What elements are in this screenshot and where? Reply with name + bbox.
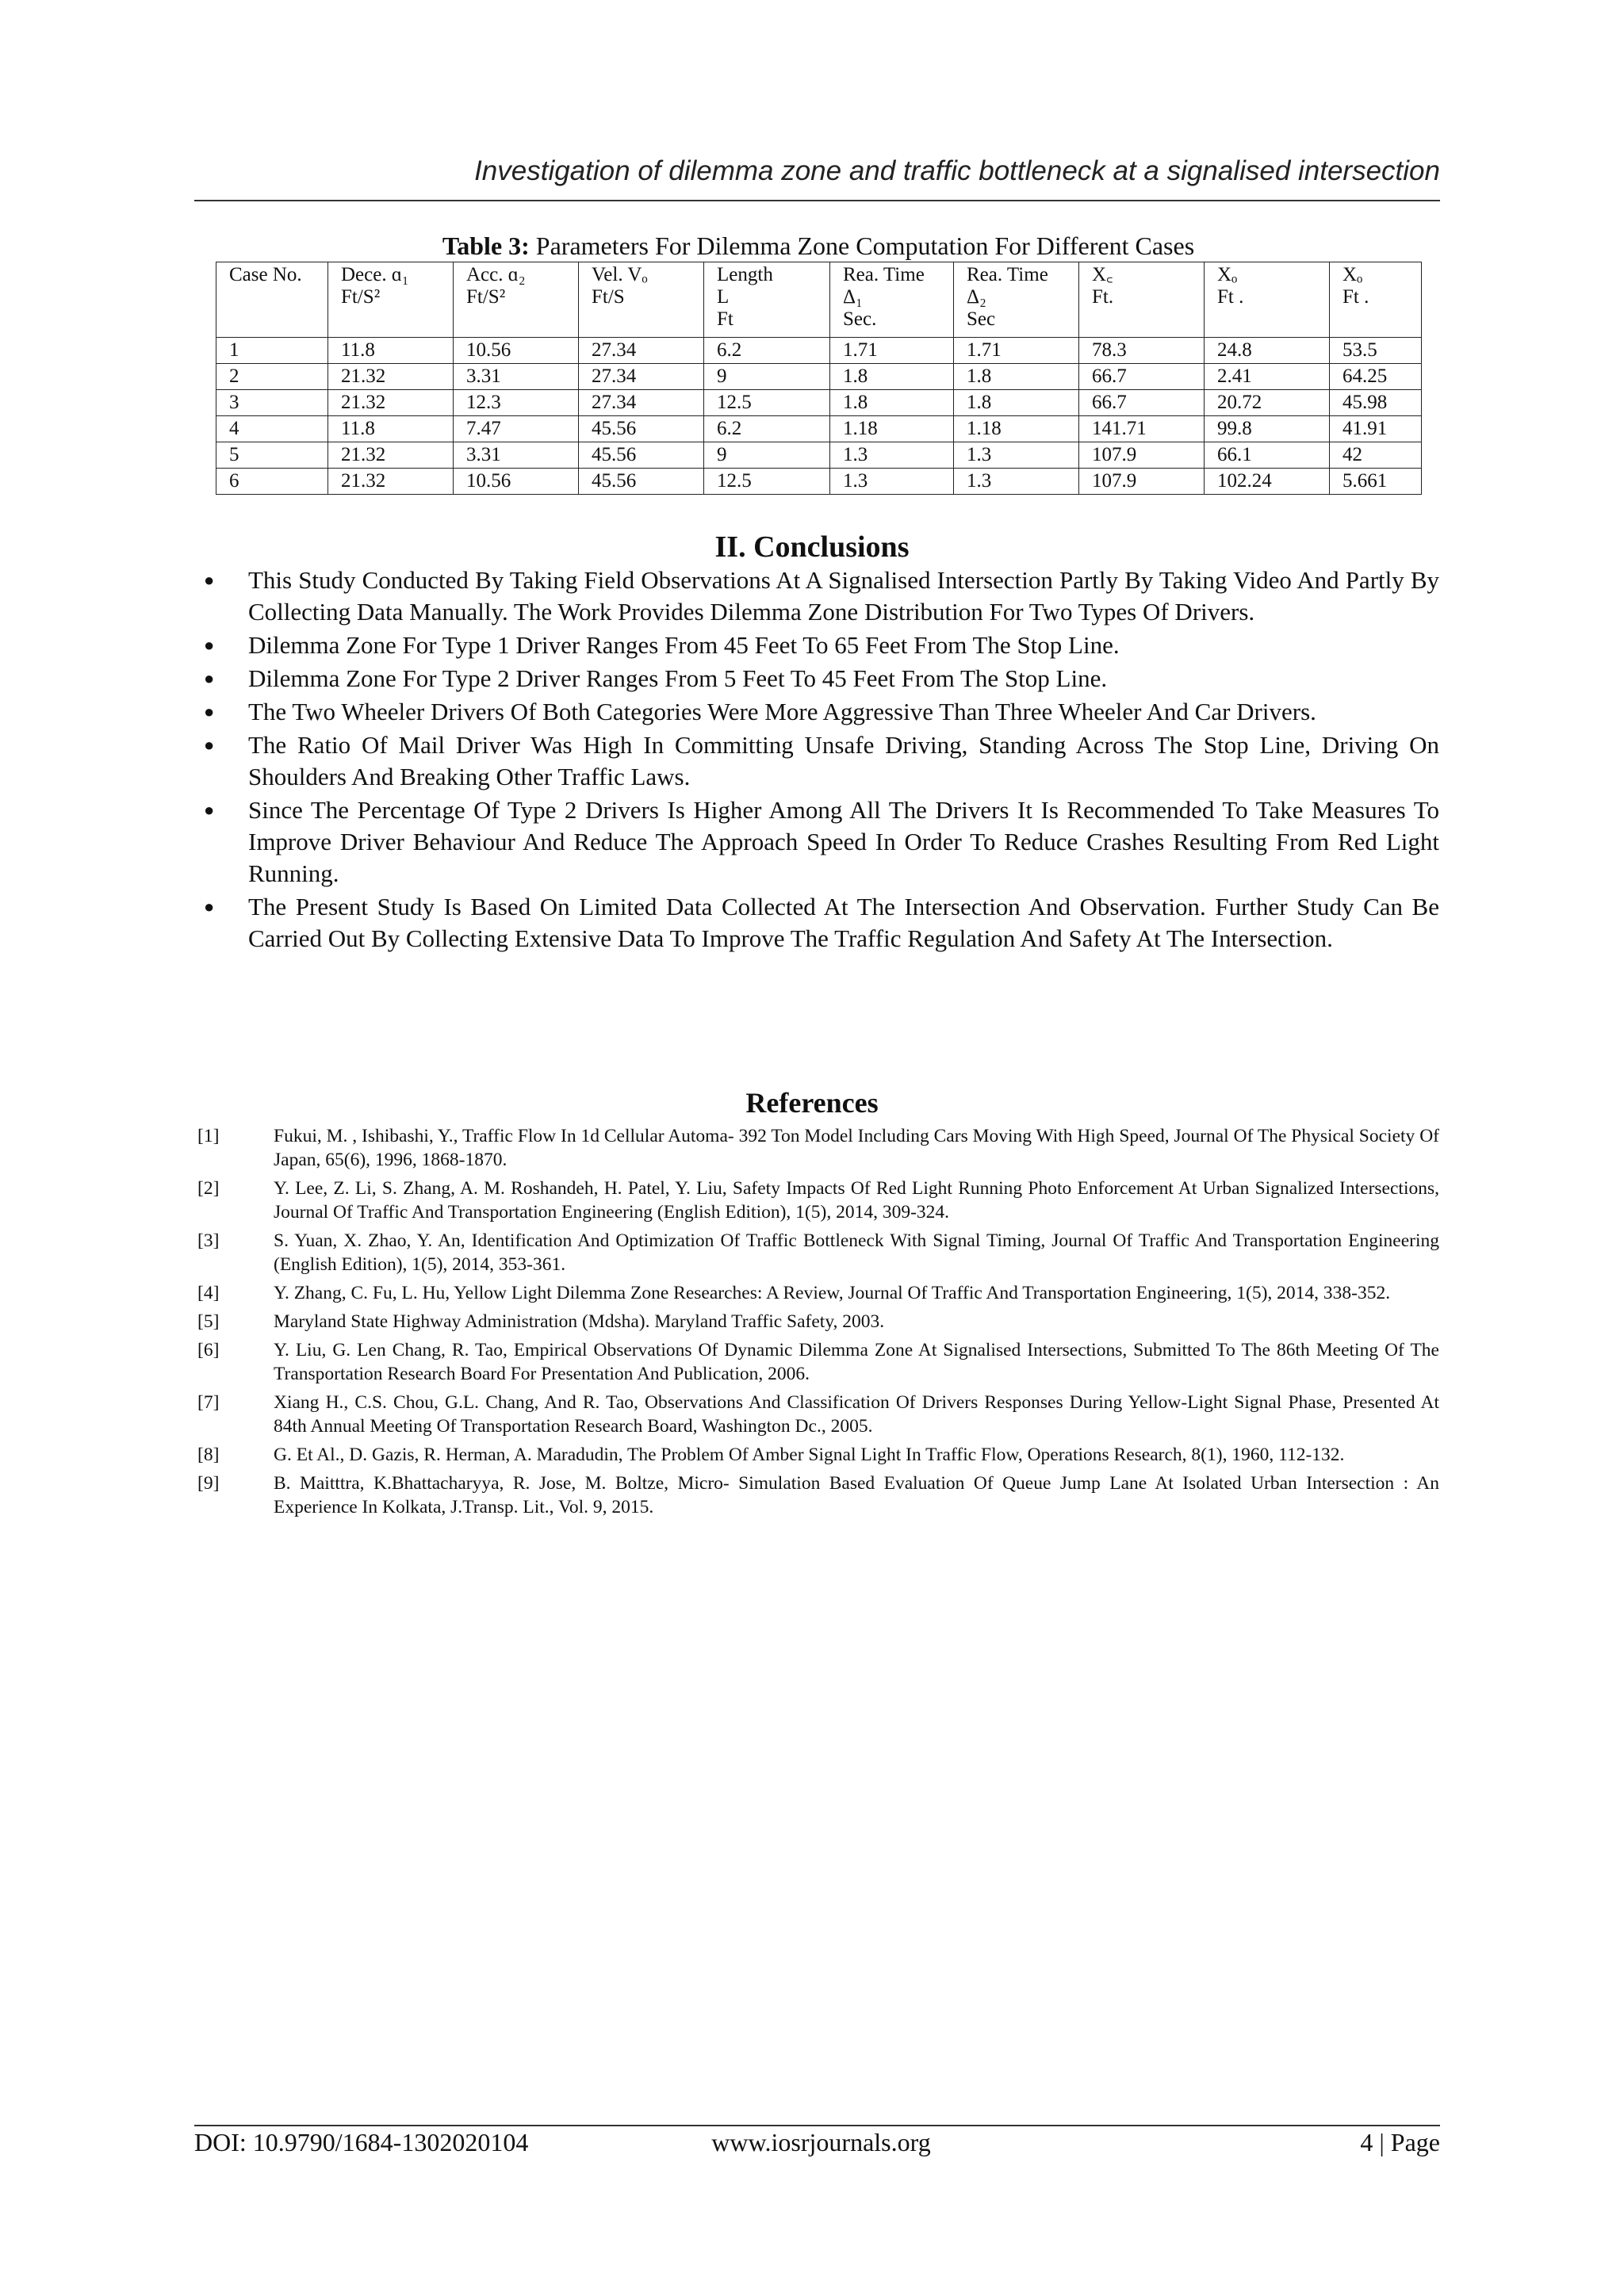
table-header-cell <box>704 262 830 338</box>
table-cell: 42 <box>1330 442 1422 469</box>
table-caption-label: Table 3: <box>442 232 530 260</box>
conclusion-item <box>194 629 1439 661</box>
table-cell: 5.661 <box>1330 469 1422 495</box>
table-header-line: Ft. <box>1092 286 1114 308</box>
reference-text: Y. Zhang, C. Fu, L. Hu, Yellow Light Dilemma Zone Researches: A Review, Journal Of Traffic And Transportation Engineering, 1(5), 2014, 338-352. <box>274 1283 1391 1303</box>
table-cell: 1.71 <box>954 338 1079 364</box>
reference-number: [6] <box>197 1340 220 1360</box>
table-cell: 7.47 <box>454 416 579 442</box>
reference-text: Xiang H., C.S. Chou, G.L. Chang, And R. Tao, Observations And Classification Of Drivers Responses During Yellow-Light Signal Phase, Presented At 84th Annual Meeting Of Transportation Research Board, Washington Dc., 2005. <box>274 1392 1439 1437</box>
table-cell: 11.8 <box>328 338 454 364</box>
reference-text: Y. Liu, G. Len Chang, R. Tao, Empirical Observations Of Dynamic Dilemma Zone At Signalised Intersections, Submitted To The 86th Meeting Of The Transportation Research Board For Presentation And Publication, 2006. <box>274 1340 1439 1384</box>
table-header-line: Xₒ <box>1217 264 1238 285</box>
reference-item <box>194 1391 1439 1438</box>
table-header-cell <box>954 262 1079 338</box>
table-header-line: Sec. <box>843 308 877 330</box>
table-cell: 45.98 <box>1330 390 1422 416</box>
conclusion-text: The Present Study Is Based On Limited Data Collected At The Intersection And Observation. Further Study Can Be Carried Out By Collecting Extensive Data To Improve The Traffic Regulation And Safety At The Intersection. <box>248 893 1439 952</box>
reference-number: [4] <box>197 1283 220 1303</box>
bullet-icon: ● <box>204 570 215 590</box>
table-cell: 1.3 <box>830 442 954 469</box>
table-cell: 66.7 <box>1079 364 1205 390</box>
conclusion-item <box>194 794 1439 890</box>
table-cell: 107.9 <box>1079 469 1205 495</box>
conclusion-text: Dilemma Zone For Type 2 Driver Ranges From 5 Feet To 45 Feet From The Stop Line. <box>248 664 1108 692</box>
reference-item <box>194 1281 1439 1305</box>
footer-doi: DOI: 10.9790/1684-1302020104 <box>194 2128 529 2156</box>
table-cell: 53.5 <box>1330 338 1422 364</box>
bullet-icon: ● <box>204 702 215 721</box>
bullet-icon: ● <box>204 735 215 755</box>
table-header-row <box>216 262 1422 338</box>
table-row <box>216 442 1422 469</box>
conclusion-text: The Ratio Of Mail Driver Was High In Committing Unsafe Driving, Standing Across The Stop Line, Driving On Shoulders And Breaking Other Traffic Laws. <box>248 731 1439 790</box>
table-cell: 3.31 <box>454 442 579 469</box>
reference-number: [1] <box>197 1126 220 1146</box>
table-cell: 21.32 <box>328 390 454 416</box>
table-header-line: Ft . <box>1217 286 1244 308</box>
table-header-line: Ft/S <box>592 286 625 308</box>
table-cell: 12.3 <box>454 390 579 416</box>
table-cell: 1.18 <box>954 416 1079 442</box>
table-cell: 4 <box>216 416 328 442</box>
table-header-cell <box>579 262 704 338</box>
table-header-line: Dece. ɑ₁ <box>341 264 409 285</box>
table-header-cell <box>1330 262 1422 338</box>
table-cell: 3 <box>216 390 328 416</box>
table-header-line: Length <box>717 264 773 285</box>
conclusion-item <box>194 696 1439 728</box>
table-cell: 12.5 <box>704 390 830 416</box>
bullet-icon: ● <box>204 668 215 688</box>
table-header-line: Δ₁ <box>843 286 863 308</box>
table-cell: 27.34 <box>579 364 704 390</box>
table-cell: 1.3 <box>954 442 1079 469</box>
table-header-line: Ft/S² <box>341 286 381 308</box>
table-header-cell <box>1079 262 1205 338</box>
table-header-line: Sec <box>967 308 996 330</box>
reference-number: [9] <box>197 1473 220 1494</box>
table-cell: 1.8 <box>954 390 1079 416</box>
table-row <box>216 416 1422 442</box>
table-cell: 99.8 <box>1205 416 1330 442</box>
table-caption <box>216 232 1421 261</box>
table-cell: 1.8 <box>954 364 1079 390</box>
table-cell: 21.32 <box>328 364 454 390</box>
reference-text: Fukui, M. , Ishibashi, Y., Traffic Flow In 1d Cellular Automa- 392 Ton Model Including Cars Moving With High Speed, Journal Of The Physical Society Of Japan, 65(6), 1996, 1868-1870. <box>274 1126 1439 1170</box>
table-cell: 41.91 <box>1330 416 1422 442</box>
table-header-line: Ft . <box>1342 286 1369 308</box>
table-header-line: Xₒ <box>1342 264 1363 285</box>
table-header-line: Ft <box>717 308 733 330</box>
table-cell: 1.71 <box>830 338 954 364</box>
table-cell: 2 <box>216 364 328 390</box>
table-cell: 66.7 <box>1079 390 1205 416</box>
table-cell: 64.25 <box>1330 364 1422 390</box>
reference-item <box>194 1229 1439 1276</box>
table-header-line: X꜀ <box>1092 264 1113 285</box>
table-cell: 27.34 <box>579 390 704 416</box>
conclusion-text: Since The Percentage Of Type 2 Drivers Is Higher Among All The Drivers It Is Recommended To Take Measures To Improve Driver Behaviour And Reduce The Approach Speed In Order To Reduce Crashes Resulting From Red Light Running. <box>248 796 1439 887</box>
reference-text: Maryland State Highway Administration (Mdsha). Maryland Traffic Safety, 2003. <box>274 1311 885 1332</box>
footer-divider <box>194 2125 1440 2126</box>
reference-text: B. Maitttra, K.Bhattacharyya, R. Jose, M. Boltze, Micro- Simulation Based Evaluation Of Queue Jump Lane At Isolated Urban Intersection : An Experience In Kolkata, J.Transp. Lit., Vol. 9, 2015. <box>274 1473 1439 1517</box>
table-header-line: Case No. <box>229 264 302 285</box>
reference-item <box>194 1124 1439 1172</box>
table-cell: 10.56 <box>454 469 579 495</box>
table-cell: 102.24 <box>1205 469 1330 495</box>
reference-item <box>194 1443 1439 1467</box>
table-cell: 45.56 <box>579 416 704 442</box>
table-header-cell <box>1205 262 1330 338</box>
table-row <box>216 390 1422 416</box>
table-header-cell <box>454 262 579 338</box>
table-header-cell <box>216 262 328 338</box>
table-cell: 66.1 <box>1205 442 1330 469</box>
reference-text: S. Yuan, X. Zhao, Y. An, Identification And Optimization Of Traffic Bottleneck With Signal Timing, Journal Of Traffic And Transportation Engineering (English Edition), 1(5), 2014, 353-361. <box>274 1230 1439 1275</box>
reference-number: [7] <box>197 1392 220 1413</box>
table-cell: 27.34 <box>579 338 704 364</box>
bullet-icon: ● <box>204 800 215 820</box>
references-heading: References <box>745 1087 879 1119</box>
table-cell: 9 <box>704 442 830 469</box>
table-cell: 45.56 <box>579 442 704 469</box>
table-cell: 21.32 <box>328 469 454 495</box>
reference-item <box>194 1471 1439 1519</box>
reference-item <box>194 1338 1439 1386</box>
table-cell: 20.72 <box>1205 390 1330 416</box>
page-footer <box>194 2128 1440 2157</box>
table-cell: 1.8 <box>830 364 954 390</box>
conclusion-text: The Two Wheeler Drivers Of Both Categories Were More Aggressive Than Three Wheeler And Car Drivers. <box>248 698 1316 725</box>
references-list <box>194 1124 1439 1524</box>
reference-number: [8] <box>197 1445 220 1465</box>
table-header-line: Rea. Time <box>843 264 925 285</box>
reference-text: Y. Lee, Z. Li, S. Zhang, A. M. Roshandeh, H. Patel, Y. Liu, Safety Impacts Of Red Light Running Photo Enforcement At Urban Signalized Intersections, Journal Of Traffic And Transportation Engineering (English Edition), 1(5), 2014, 309-324. <box>274 1178 1439 1223</box>
table-cell: 11.8 <box>328 416 454 442</box>
table-body <box>216 338 1422 495</box>
table-header-line: Rea. Time <box>967 264 1048 285</box>
conclusion-item <box>194 891 1439 955</box>
conclusion-item <box>194 564 1439 628</box>
table-header-cell <box>328 262 454 338</box>
table-cell: 21.32 <box>328 442 454 469</box>
conclusion-text: Dilemma Zone For Type 1 Driver Ranges From 45 Feet To 65 Feet From The Stop Line. <box>248 631 1120 659</box>
table-row <box>216 338 1422 364</box>
table-cell: 1 <box>216 338 328 364</box>
conclusion-text: This Study Conducted By Taking Field Observations At A Signalised Intersection Partly By Taking Video And Partly By Collecting Data Manually. The Work Provides Dilemma Zone Distribution For Two Types Of Drivers. <box>248 566 1439 626</box>
table-header-line: Vel. Vₒ <box>592 264 648 285</box>
table-header-line: Ft/S² <box>466 286 506 308</box>
table-header-line: L <box>717 286 730 308</box>
header-divider <box>194 200 1440 201</box>
table-cell: 9 <box>704 364 830 390</box>
table-cell: 24.8 <box>1205 338 1330 364</box>
table-cell: 45.56 <box>579 469 704 495</box>
table-cell: 1.3 <box>830 469 954 495</box>
conclusions-heading: II. Conclusions <box>714 530 910 564</box>
table-cell: 2.41 <box>1205 364 1330 390</box>
reference-number: [3] <box>197 1230 220 1251</box>
table-cell: 10.56 <box>454 338 579 364</box>
table-header-line: Δ₂ <box>967 286 986 308</box>
table-cell: 1.3 <box>954 469 1079 495</box>
conclusions-list <box>194 564 1439 956</box>
table-cell: 6.2 <box>704 416 830 442</box>
table-cell: 12.5 <box>704 469 830 495</box>
bullet-icon: ● <box>204 897 215 916</box>
conclusion-item <box>194 729 1439 793</box>
reference-number: [5] <box>197 1311 220 1332</box>
running-header: Investigation of dilemma zone and traffic bottleneck at a signalised intersection <box>474 155 1440 186</box>
table-cell: 1.18 <box>830 416 954 442</box>
bullet-icon: ● <box>204 635 215 655</box>
table-row <box>216 469 1422 495</box>
table-header-line: Acc. ɑ₂ <box>466 264 526 285</box>
reference-item <box>194 1310 1439 1334</box>
table-cell: 5 <box>216 442 328 469</box>
footer-page-number: 4 | Page <box>1360 2128 1440 2156</box>
reference-item <box>194 1177 1439 1224</box>
footer-website[interactable]: www.iosrjournals.org <box>711 2128 931 2156</box>
parameters-table <box>216 262 1422 495</box>
reference-text: G. Et Al., D. Gazis, R. Herman, A. Maradudin, The Problem Of Amber Signal Light In Traffic Flow, Operations Research, 8(1), 1960, 112-132. <box>274 1445 1345 1465</box>
table-cell: 107.9 <box>1079 442 1205 469</box>
table-header-cell <box>830 262 954 338</box>
table-cell: 6.2 <box>704 338 830 364</box>
table-cell: 6 <box>216 469 328 495</box>
table-row <box>216 364 1422 390</box>
table-cell: 3.31 <box>454 364 579 390</box>
table-cell: 141.71 <box>1079 416 1205 442</box>
reference-number: [2] <box>197 1178 220 1199</box>
table-cell: 78.3 <box>1079 338 1205 364</box>
conclusion-item <box>194 663 1439 695</box>
table-caption-text: Parameters For Dilemma Zone Computation For Different Cases <box>529 232 1195 260</box>
table-cell: 1.8 <box>830 390 954 416</box>
